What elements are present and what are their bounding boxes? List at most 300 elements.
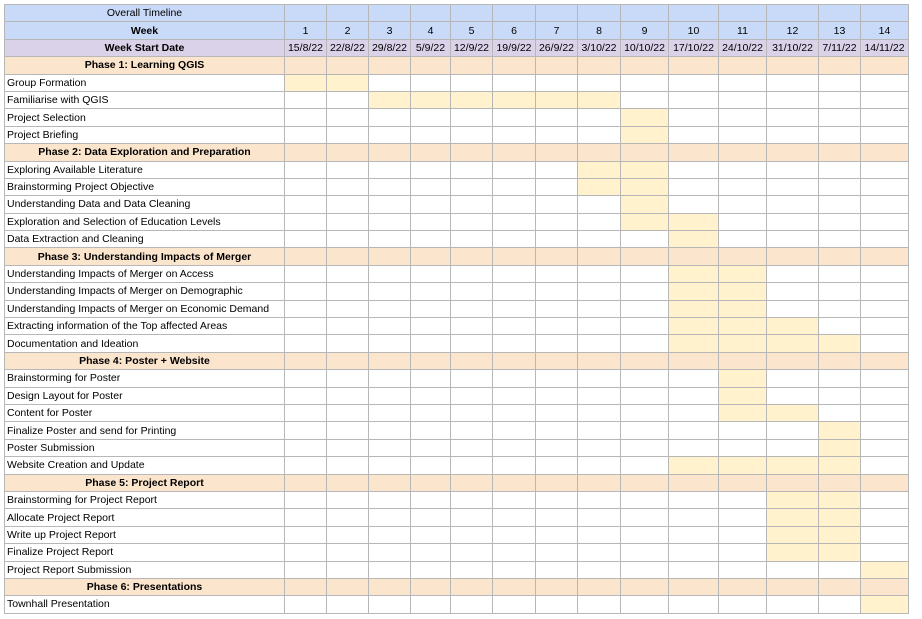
week-cell[interactable] xyxy=(411,404,451,421)
week-cell[interactable] xyxy=(451,231,493,248)
week-cell[interactable] xyxy=(411,300,451,317)
week-cell[interactable] xyxy=(861,161,909,178)
week-cell[interactable] xyxy=(719,161,767,178)
phase-week-cell[interactable] xyxy=(451,57,493,74)
week-cell[interactable] xyxy=(819,74,861,91)
week-cell[interactable] xyxy=(285,109,327,126)
week-cell[interactable] xyxy=(285,370,327,387)
week-cell[interactable] xyxy=(411,265,451,282)
week-cell[interactable] xyxy=(819,196,861,213)
week-start-date-cell[interactable]: 17/10/22 xyxy=(669,39,719,56)
scheduled-week-cell[interactable] xyxy=(451,91,493,108)
week-cell[interactable] xyxy=(285,509,327,526)
scheduled-week-cell[interactable] xyxy=(861,596,909,613)
week-cell[interactable] xyxy=(451,213,493,230)
phase-week-cell[interactable] xyxy=(669,248,719,265)
week-cell[interactable] xyxy=(327,596,369,613)
phase-week-cell[interactable] xyxy=(669,578,719,595)
week-cell[interactable] xyxy=(451,126,493,143)
scheduled-week-cell[interactable] xyxy=(369,91,411,108)
week-cell[interactable] xyxy=(578,491,621,508)
week-cell[interactable] xyxy=(719,561,767,578)
scheduled-week-cell[interactable] xyxy=(578,161,621,178)
week-cell[interactable] xyxy=(536,178,578,195)
week-cell[interactable] xyxy=(411,387,451,404)
phase-week-cell[interactable] xyxy=(819,57,861,74)
phase-week-cell[interactable] xyxy=(621,352,669,369)
week-cell[interactable] xyxy=(327,318,369,335)
week-cell[interactable] xyxy=(669,526,719,543)
phase-week-cell[interactable] xyxy=(767,144,819,161)
phase-week-cell[interactable] xyxy=(327,352,369,369)
task-name-cell[interactable]: Project Report Submission xyxy=(5,561,285,578)
phase-week-cell[interactable] xyxy=(621,144,669,161)
task-name-cell[interactable]: Understanding Impacts of Merger on Demographic xyxy=(5,283,285,300)
week-cell[interactable] xyxy=(861,109,909,126)
week-start-date-cell[interactable]: 12/9/22 xyxy=(451,39,493,56)
week-cell[interactable] xyxy=(493,404,536,421)
scheduled-week-cell[interactable] xyxy=(669,457,719,474)
week-cell[interactable] xyxy=(767,231,819,248)
week-cell[interactable] xyxy=(451,457,493,474)
week-cell[interactable] xyxy=(621,231,669,248)
phase-week-cell[interactable] xyxy=(767,474,819,491)
week-cell[interactable] xyxy=(411,370,451,387)
week-cell[interactable] xyxy=(536,231,578,248)
week-cell[interactable] xyxy=(578,231,621,248)
header-blank-cell[interactable] xyxy=(493,5,536,22)
phase-week-cell[interactable] xyxy=(327,57,369,74)
week-cell[interactable] xyxy=(536,283,578,300)
week-start-date-cell[interactable]: 10/10/22 xyxy=(621,39,669,56)
week-cell[interactable] xyxy=(327,109,369,126)
scheduled-week-cell[interactable] xyxy=(719,457,767,474)
header-blank-cell[interactable] xyxy=(285,5,327,22)
header-blank-cell[interactable] xyxy=(621,5,669,22)
week-cell[interactable] xyxy=(578,387,621,404)
week-cell[interactable] xyxy=(493,283,536,300)
week-cell[interactable] xyxy=(411,439,451,456)
week-cell[interactable] xyxy=(767,161,819,178)
scheduled-week-cell[interactable] xyxy=(819,335,861,352)
phase-week-cell[interactable] xyxy=(451,352,493,369)
week-cell[interactable] xyxy=(767,265,819,282)
phase-week-cell[interactable] xyxy=(369,474,411,491)
week-cell[interactable] xyxy=(669,196,719,213)
week-cell[interactable] xyxy=(369,526,411,543)
week-cell[interactable] xyxy=(669,161,719,178)
week-cell[interactable] xyxy=(285,318,327,335)
week-cell[interactable] xyxy=(861,439,909,456)
week-cell[interactable] xyxy=(621,91,669,108)
week-cell[interactable] xyxy=(327,213,369,230)
week-cell[interactable] xyxy=(861,544,909,561)
week-cell[interactable] xyxy=(411,544,451,561)
week-cell[interactable] xyxy=(621,561,669,578)
week-cell[interactable] xyxy=(578,561,621,578)
scheduled-week-cell[interactable] xyxy=(578,178,621,195)
week-cell[interactable] xyxy=(861,526,909,543)
week-cell[interactable] xyxy=(327,196,369,213)
week-cell[interactable] xyxy=(767,91,819,108)
week-cell[interactable] xyxy=(819,318,861,335)
week-cell[interactable] xyxy=(578,370,621,387)
task-name-cell[interactable]: Finalize Project Report xyxy=(5,544,285,561)
phase-week-cell[interactable] xyxy=(861,144,909,161)
week-cell[interactable] xyxy=(451,265,493,282)
week-cell[interactable] xyxy=(536,213,578,230)
task-name-cell[interactable]: Project Selection xyxy=(5,109,285,126)
week-start-date-cell[interactable]: 14/11/22 xyxy=(861,39,909,56)
week-cell[interactable] xyxy=(578,126,621,143)
week-cell[interactable] xyxy=(767,422,819,439)
week-cell[interactable] xyxy=(327,509,369,526)
week-cell[interactable] xyxy=(767,109,819,126)
scheduled-week-cell[interactable] xyxy=(669,300,719,317)
week-cell[interactable] xyxy=(621,318,669,335)
phase-week-cell[interactable] xyxy=(327,578,369,595)
phase-week-cell[interactable] xyxy=(767,248,819,265)
header-blank-cell[interactable] xyxy=(451,5,493,22)
task-name-cell[interactable]: Group Formation xyxy=(5,74,285,91)
week-cell[interactable] xyxy=(369,422,411,439)
week-cell[interactable] xyxy=(536,196,578,213)
week-number-cell[interactable]: 9 xyxy=(621,22,669,39)
week-cell[interactable] xyxy=(369,596,411,613)
week-cell[interactable] xyxy=(285,335,327,352)
week-cell[interactable] xyxy=(451,335,493,352)
phase-week-cell[interactable] xyxy=(411,57,451,74)
week-cell[interactable] xyxy=(719,109,767,126)
scheduled-week-cell[interactable] xyxy=(621,109,669,126)
week-cell[interactable] xyxy=(493,387,536,404)
week-cell[interactable] xyxy=(451,178,493,195)
week-cell[interactable] xyxy=(493,300,536,317)
week-cell[interactable] xyxy=(369,109,411,126)
week-cell[interactable] xyxy=(578,318,621,335)
week-cell[interactable] xyxy=(493,596,536,613)
week-cell[interactable] xyxy=(719,491,767,508)
week-number-cell[interactable]: 14 xyxy=(861,22,909,39)
week-cell[interactable] xyxy=(411,596,451,613)
week-cell[interactable] xyxy=(369,265,411,282)
week-number-cell[interactable]: 4 xyxy=(411,22,451,39)
phase-week-cell[interactable] xyxy=(621,474,669,491)
phase-week-cell[interactable] xyxy=(411,248,451,265)
week-number-cell[interactable]: 5 xyxy=(451,22,493,39)
week-cell[interactable] xyxy=(578,213,621,230)
week-cell[interactable] xyxy=(451,196,493,213)
phase-week-cell[interactable] xyxy=(719,144,767,161)
phase-week-cell[interactable] xyxy=(669,144,719,161)
week-cell[interactable] xyxy=(536,109,578,126)
task-name-cell[interactable]: Brainstorming for Project Report xyxy=(5,491,285,508)
week-cell[interactable] xyxy=(285,91,327,108)
week-cell[interactable] xyxy=(369,178,411,195)
week-cell[interactable] xyxy=(369,231,411,248)
task-name-cell[interactable]: Allocate Project Report xyxy=(5,509,285,526)
week-number-cell[interactable]: 3 xyxy=(369,22,411,39)
week-cell[interactable] xyxy=(621,300,669,317)
week-cell[interactable] xyxy=(719,439,767,456)
scheduled-week-cell[interactable] xyxy=(719,265,767,282)
week-cell[interactable] xyxy=(369,161,411,178)
week-cell[interactable] xyxy=(285,404,327,421)
week-cell[interactable] xyxy=(669,74,719,91)
scheduled-week-cell[interactable] xyxy=(819,509,861,526)
week-cell[interactable] xyxy=(327,561,369,578)
week-cell[interactable] xyxy=(411,283,451,300)
week-label-cell[interactable]: Week xyxy=(5,22,285,39)
week-cell[interactable] xyxy=(327,370,369,387)
week-cell[interactable] xyxy=(536,370,578,387)
week-cell[interactable] xyxy=(767,439,819,456)
task-name-cell[interactable]: Poster Submission xyxy=(5,439,285,456)
scheduled-week-cell[interactable] xyxy=(767,318,819,335)
phase-title-cell[interactable]: Phase 3: Understanding Impacts of Merger xyxy=(5,248,285,265)
week-cell[interactable] xyxy=(819,178,861,195)
header-blank-cell[interactable] xyxy=(327,5,369,22)
week-cell[interactable] xyxy=(719,422,767,439)
task-name-cell[interactable]: Townhall Presentation xyxy=(5,596,285,613)
week-cell[interactable] xyxy=(493,335,536,352)
week-cell[interactable] xyxy=(767,596,819,613)
task-name-cell[interactable]: Exploration and Selection of Education Levels xyxy=(5,213,285,230)
phase-week-cell[interactable] xyxy=(451,248,493,265)
phase-week-cell[interactable] xyxy=(536,144,578,161)
week-cell[interactable] xyxy=(451,109,493,126)
phase-week-cell[interactable] xyxy=(493,57,536,74)
week-cell[interactable] xyxy=(285,283,327,300)
scheduled-week-cell[interactable] xyxy=(719,404,767,421)
scheduled-week-cell[interactable] xyxy=(719,335,767,352)
phase-week-cell[interactable] xyxy=(719,248,767,265)
week-cell[interactable] xyxy=(536,265,578,282)
scheduled-week-cell[interactable] xyxy=(411,91,451,108)
week-cell[interactable] xyxy=(719,509,767,526)
phase-week-cell[interactable] xyxy=(861,248,909,265)
week-cell[interactable] xyxy=(369,74,411,91)
week-start-date-cell[interactable]: 5/9/22 xyxy=(411,39,451,56)
phase-week-cell[interactable] xyxy=(536,578,578,595)
scheduled-week-cell[interactable] xyxy=(819,439,861,456)
week-cell[interactable] xyxy=(327,387,369,404)
week-cell[interactable] xyxy=(578,596,621,613)
phase-week-cell[interactable] xyxy=(578,248,621,265)
scheduled-week-cell[interactable] xyxy=(669,265,719,282)
phase-week-cell[interactable] xyxy=(493,578,536,595)
header-blank-cell[interactable] xyxy=(861,5,909,22)
phase-week-cell[interactable] xyxy=(493,248,536,265)
week-cell[interactable] xyxy=(451,439,493,456)
week-cell[interactable] xyxy=(669,387,719,404)
week-cell[interactable] xyxy=(719,231,767,248)
scheduled-week-cell[interactable] xyxy=(719,318,767,335)
phase-week-cell[interactable] xyxy=(767,57,819,74)
phase-week-cell[interactable] xyxy=(819,474,861,491)
week-start-date-cell[interactable]: 15/8/22 xyxy=(285,39,327,56)
week-number-cell[interactable]: 2 xyxy=(327,22,369,39)
week-cell[interactable] xyxy=(669,439,719,456)
week-cell[interactable] xyxy=(861,231,909,248)
week-cell[interactable] xyxy=(536,74,578,91)
week-cell[interactable] xyxy=(719,213,767,230)
week-cell[interactable] xyxy=(819,596,861,613)
week-cell[interactable] xyxy=(578,196,621,213)
week-cell[interactable] xyxy=(369,491,411,508)
week-cell[interactable] xyxy=(327,439,369,456)
week-cell[interactable] xyxy=(327,404,369,421)
week-cell[interactable] xyxy=(536,161,578,178)
week-cell[interactable] xyxy=(369,439,411,456)
phase-week-cell[interactable] xyxy=(819,352,861,369)
phase-title-cell[interactable]: Phase 1: Learning QGIS xyxy=(5,57,285,74)
phase-week-cell[interactable] xyxy=(369,57,411,74)
week-cell[interactable] xyxy=(411,318,451,335)
week-cell[interactable] xyxy=(451,300,493,317)
week-cell[interactable] xyxy=(451,561,493,578)
week-cell[interactable] xyxy=(536,457,578,474)
week-cell[interactable] xyxy=(369,335,411,352)
task-name-cell[interactable]: Project Briefing xyxy=(5,126,285,143)
week-cell[interactable] xyxy=(369,404,411,421)
week-cell[interactable] xyxy=(578,422,621,439)
week-cell[interactable] xyxy=(578,457,621,474)
week-start-date-cell[interactable]: 22/8/22 xyxy=(327,39,369,56)
week-cell[interactable] xyxy=(819,126,861,143)
week-cell[interactable] xyxy=(411,109,451,126)
week-start-date-cell[interactable]: 26/9/22 xyxy=(536,39,578,56)
week-cell[interactable] xyxy=(451,74,493,91)
week-cell[interactable] xyxy=(819,370,861,387)
week-cell[interactable] xyxy=(861,300,909,317)
task-name-cell[interactable]: Exploring Available Literature xyxy=(5,161,285,178)
week-cell[interactable] xyxy=(411,561,451,578)
week-cell[interactable] xyxy=(451,544,493,561)
week-cell[interactable] xyxy=(327,491,369,508)
phase-week-cell[interactable] xyxy=(621,578,669,595)
week-cell[interactable] xyxy=(493,126,536,143)
week-start-date-cell[interactable]: 31/10/22 xyxy=(767,39,819,56)
task-name-cell[interactable]: Brainstorming Project Objective xyxy=(5,178,285,195)
week-cell[interactable] xyxy=(578,404,621,421)
scheduled-week-cell[interactable] xyxy=(767,509,819,526)
week-number-cell[interactable]: 7 xyxy=(536,22,578,39)
week-cell[interactable] xyxy=(578,439,621,456)
week-cell[interactable] xyxy=(719,196,767,213)
phase-week-cell[interactable] xyxy=(536,474,578,491)
week-cell[interactable] xyxy=(493,439,536,456)
week-cell[interactable] xyxy=(285,526,327,543)
phase-week-cell[interactable] xyxy=(719,57,767,74)
week-cell[interactable] xyxy=(451,404,493,421)
week-cell[interactable] xyxy=(767,74,819,91)
week-cell[interactable] xyxy=(819,91,861,108)
week-cell[interactable] xyxy=(861,213,909,230)
week-cell[interactable] xyxy=(578,335,621,352)
week-cell[interactable] xyxy=(493,370,536,387)
week-cell[interactable] xyxy=(285,213,327,230)
scheduled-week-cell[interactable] xyxy=(767,491,819,508)
week-cell[interactable] xyxy=(285,387,327,404)
week-cell[interactable] xyxy=(621,422,669,439)
week-cell[interactable] xyxy=(861,91,909,108)
week-cell[interactable] xyxy=(767,126,819,143)
week-cell[interactable] xyxy=(861,178,909,195)
week-cell[interactable] xyxy=(536,318,578,335)
week-cell[interactable] xyxy=(819,561,861,578)
week-cell[interactable] xyxy=(621,491,669,508)
phase-week-cell[interactable] xyxy=(369,248,411,265)
week-cell[interactable] xyxy=(767,300,819,317)
week-cell[interactable] xyxy=(621,439,669,456)
week-cell[interactable] xyxy=(493,109,536,126)
week-cell[interactable] xyxy=(327,126,369,143)
week-start-date-cell[interactable]: 24/10/22 xyxy=(719,39,767,56)
phase-title-cell[interactable]: Phase 4: Poster + Website xyxy=(5,352,285,369)
week-cell[interactable] xyxy=(411,526,451,543)
week-cell[interactable] xyxy=(451,509,493,526)
week-cell[interactable] xyxy=(285,439,327,456)
week-cell[interactable] xyxy=(536,526,578,543)
week-cell[interactable] xyxy=(621,457,669,474)
week-cell[interactable] xyxy=(411,161,451,178)
week-cell[interactable] xyxy=(536,544,578,561)
task-name-cell[interactable]: Finalize Poster and send for Printing xyxy=(5,422,285,439)
task-name-cell[interactable]: Extracting information of the Top affected Areas xyxy=(5,318,285,335)
phase-title-cell[interactable]: Phase 2: Data Exploration and Preparation xyxy=(5,144,285,161)
task-name-cell[interactable]: Understanding Impacts of Merger on Access xyxy=(5,265,285,282)
week-cell[interactable] xyxy=(369,318,411,335)
week-number-cell[interactable]: 8 xyxy=(578,22,621,39)
scheduled-week-cell[interactable] xyxy=(327,74,369,91)
week-cell[interactable] xyxy=(493,318,536,335)
task-name-cell[interactable]: Understanding Data and Data Cleaning xyxy=(5,196,285,213)
week-cell[interactable] xyxy=(861,370,909,387)
week-cell[interactable] xyxy=(411,422,451,439)
task-name-cell[interactable]: Write up Project Report xyxy=(5,526,285,543)
week-cell[interactable] xyxy=(493,161,536,178)
week-cell[interactable] xyxy=(285,491,327,508)
phase-week-cell[interactable] xyxy=(411,352,451,369)
week-cell[interactable] xyxy=(861,335,909,352)
week-cell[interactable] xyxy=(411,509,451,526)
week-cell[interactable] xyxy=(669,370,719,387)
week-cell[interactable] xyxy=(369,544,411,561)
week-cell[interactable] xyxy=(411,335,451,352)
scheduled-week-cell[interactable] xyxy=(578,91,621,108)
week-cell[interactable] xyxy=(578,526,621,543)
week-cell[interactable] xyxy=(493,422,536,439)
task-name-cell[interactable]: Understanding Impacts of Merger on Economic Demand xyxy=(5,300,285,317)
phase-week-cell[interactable] xyxy=(767,352,819,369)
scheduled-week-cell[interactable] xyxy=(819,422,861,439)
phase-week-cell[interactable] xyxy=(578,352,621,369)
phase-week-cell[interactable] xyxy=(411,578,451,595)
week-cell[interactable] xyxy=(411,196,451,213)
week-cell[interactable] xyxy=(411,491,451,508)
phase-week-cell[interactable] xyxy=(719,578,767,595)
phase-week-cell[interactable] xyxy=(719,352,767,369)
phase-week-cell[interactable] xyxy=(861,57,909,74)
phase-week-cell[interactable] xyxy=(493,474,536,491)
week-cell[interactable] xyxy=(861,196,909,213)
phase-week-cell[interactable] xyxy=(578,57,621,74)
week-cell[interactable] xyxy=(411,178,451,195)
phase-week-cell[interactable] xyxy=(578,144,621,161)
phase-week-cell[interactable] xyxy=(819,248,861,265)
week-cell[interactable] xyxy=(451,318,493,335)
